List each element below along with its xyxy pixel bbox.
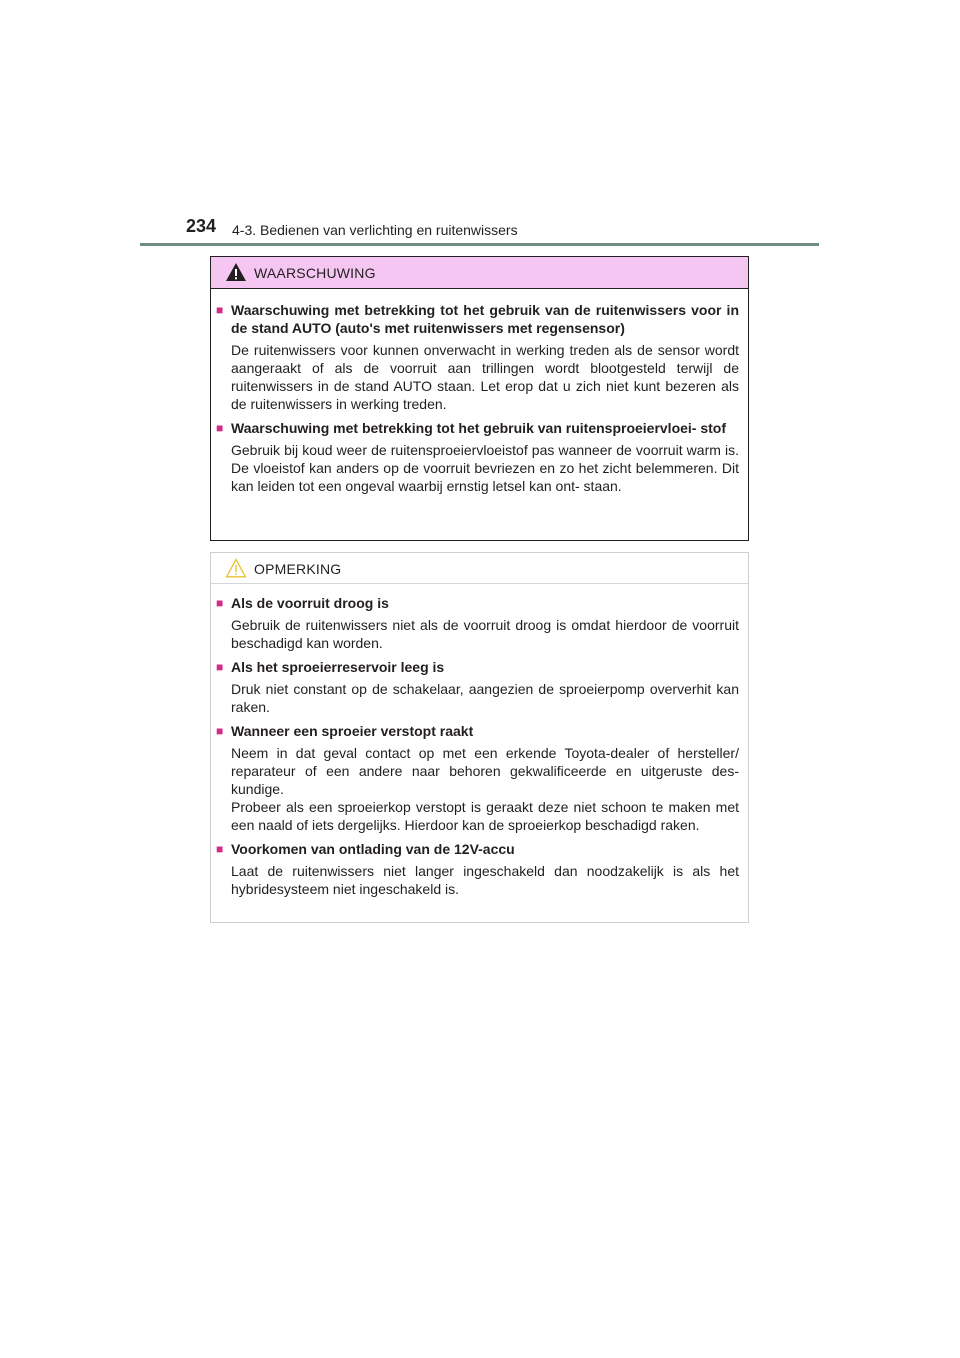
warning-header [211,257,748,289]
note-box [210,552,749,923]
note-item-title: ■ Als de voorruit droog is [216,595,389,611]
square-bullet-icon: ■ [216,842,224,856]
note-item [216,722,739,834]
note-item-body: Neem in dat geval contact op met een erkende Toyota-dealer of hersteller/ reparateur of een andere naar behoren gekwalificeerde en uitgeruste des- kundige. Probeer als een sproeierkop verstopt is geraakt deze niet schoon te maken met een naald of iets dergelijks. Hierdoor kan de sproeierkop beschadigd raken. [231,745,739,833]
square-bullet-icon: ■ [216,421,224,435]
square-bullet-icon: ■ [216,724,224,738]
note-item-title: ■ Wanneer een sproeier verstopt raakt [216,723,474,739]
square-bullet-icon: ■ [216,596,224,610]
header-rule [140,243,819,246]
warning-box [210,256,749,541]
note-body [211,584,748,898]
warning-item-title: ■ Waarschuwing met betrekking tot het gebruik van de ruitenwissers voor in de stand AUTO (auto's met ruitenwissers met regensensor) [216,302,739,336]
warning-label: WAARSCHUWING [254,265,376,281]
note-item [216,658,739,716]
section-title: 4-3. Bedienen van verlichting en ruitenwissers [232,222,518,238]
warning-item-body: Gebruik bij koud weer de ruitensproeiervloeistof pas wanneer de voorruit warm is. De vloeistof kan anders op de voorruit bevriezen en zo het zicht belemmeren. Dit kan leiden tot een ongeval waarbij ernstig letsel kan ont- staan. [231,442,739,494]
note-item-body: Druk niet constant op de schakelaar, aangezien de sproeierpomp oververhit kan raken. [231,681,739,715]
warning-body [211,289,748,495]
note-item [216,840,739,898]
warning-item-body: De ruitenwissers voor kunnen onverwacht in werking treden als de sensor wordt aangeraakt of als de voorruit aan trillingen wordt blootgesteld terwijl de ruitenwissers in de stand AUTO staan. Let erop dat u zich niet kunt bezeren als de ruitenwissers in werking treden. [231,342,739,412]
warning-triangle-filled-icon [225,262,247,282]
note-item-body: Laat de ruitenwissers niet langer ingeschakeld dan noodzakelijk is als het hybridesysteem niet ingeschakeld is. [231,863,739,897]
note-item-title: ■ Als het sproeierreservoir leeg is [216,659,445,675]
note-header [211,553,748,584]
warning-item [216,301,739,413]
note-label: OPMERKING [254,561,342,577]
square-bullet-icon: ■ [216,660,224,674]
page-header [186,216,818,244]
note-item-title: ■ Voorkomen van ontlading van de 12V-accu [216,841,515,857]
note-item [216,594,739,652]
note-item-body: Gebruik de ruitenwissers niet als de voorruit droog is omdat hierdoor de voorruit beschadigd kan worden. [231,617,739,651]
caution-triangle-outline-icon [225,558,247,578]
warning-item-title: ■ Waarschuwing met betrekking tot het gebruik van ruitensproeiervloei- stof [216,420,727,436]
square-bullet-icon: ■ [216,303,224,317]
page-number: 234 [186,216,217,236]
warning-item [216,419,739,495]
